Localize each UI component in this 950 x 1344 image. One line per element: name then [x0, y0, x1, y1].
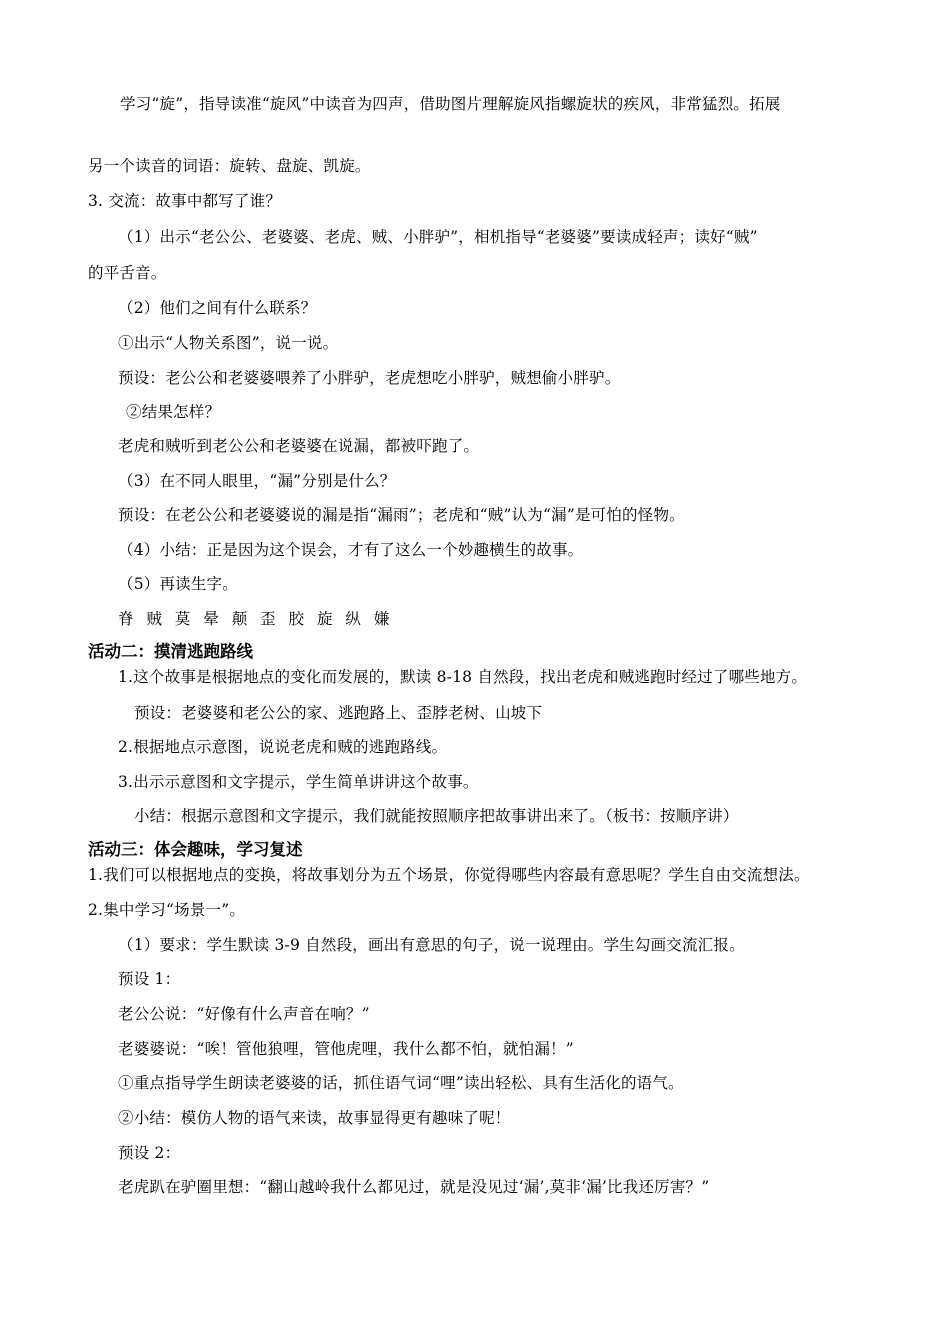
activity-2-summary: 小结：根据示意图和文字提示，我们就能按照顺序把故事讲出来了。（板书：按顺序讲） — [134, 807, 739, 825]
activity-3-quote-3: 老虎趴在驴圈里想：“翻山越岭我什么都见过，就是没见过‘漏’,莫非‘漏’比我还厉害？” — [118, 1178, 710, 1196]
discussion-item-3: 3. 交流：故事中都写了谁？ — [88, 192, 282, 210]
activity-3-preset-2: 预设 2： — [118, 1144, 181, 1162]
new-characters-list: 脊 贼 莫 晕 颠 歪 胶 旋 纵 嫌 — [118, 610, 394, 628]
activity-3-preset-1: 预设 1： — [118, 970, 181, 988]
activity-3-point-1: ①重点指导学生朗读老婆婆的话，抓住语气词“哩”读出轻松、具有生活化的语气。 — [118, 1074, 684, 1092]
activity-3-quote-1: 老公公说：“好像有什么声音在响？” — [118, 1005, 370, 1023]
activity-3-item-2: 2.集中学习“场景一”。 — [88, 901, 246, 919]
activity-3-requirement: （1）要求：学生默读 3-9 自然段，画出有意思的句子，说一说理由。学生勾画交流汇报。 — [118, 936, 745, 954]
activity-2-item-1-preset: 预设：老婆婆和老公公的家、逃跑路上、歪脖老树、山坡下 — [134, 704, 543, 722]
sub-item-1-line-1: （1）出示“老公公、老婆婆、老虎、贼、小胖驴”，相机指导“老婆婆”要读成轻声；读好“贼” — [118, 228, 758, 246]
activity-2-heading: 活动二：摸清逃跑路线 — [88, 642, 253, 661]
activity-3-item-1: 1.我们可以根据地点的变换，将故事划分为五个场景，你觉得哪些内容最有意思呢？学生自由交流想法。 — [88, 866, 810, 884]
sub-item-3-preset: 预设：在老公公和老婆婆说的漏是指“漏雨”；老虎和“贼”认为“漏”是可怕的怪物。 — [118, 506, 685, 524]
sub-item-2-a-preset: 预设：老公公和老婆婆喂养了小胖驴，老虎想吃小胖驴，贼想偷小胖驴。 — [118, 369, 621, 387]
intro-paragraph-line-2: 另一个读音的词语：旋转、盘旋、凯旋。 — [88, 157, 371, 175]
activity-2-item-1: 1.这个故事是根据地点的变化而发展的，默读 8-18 自然段，找出老虎和贼逃跑时经过了哪些地方。 — [118, 668, 808, 686]
sub-item-2: （2）他们之间有什么联系？ — [118, 299, 317, 317]
sub-item-2-a: ①出示“人物关系图”，说一说。 — [118, 334, 339, 352]
activity-3-quote-2: 老婆婆说：“唉！管他狼哩，管他虎哩，我什么都不怕，就怕漏！” — [118, 1040, 574, 1058]
activity-3-heading: 活动三：体会趣味，学习复述 — [88, 840, 303, 859]
sub-item-3: （3）在不同人眼里，“漏”分别是什么？ — [118, 472, 396, 490]
sub-item-2-b: ②结果怎样？ — [126, 403, 221, 421]
activity-2-item-3: 3.出示示意图和文字提示，学生简单讲讲这个故事。 — [118, 773, 479, 791]
activity-3-point-2: ②小结：模仿人物的语气来读，故事显得更有趣味了呢！ — [118, 1109, 511, 1127]
sub-item-5: （5）再读生字。 — [118, 575, 238, 593]
sub-item-2-b-answer: 老虎和贼听到老公公和老婆婆在说漏，都被吓跑了。 — [118, 437, 480, 455]
sub-item-1-line-2: 的平舌音。 — [88, 264, 167, 282]
intro-paragraph-line-1: 学习“旋”，指导读准“旋风”中读音为四声，借助图片理解旋风指螺旋状的疾风，非常猛烈。拓展 — [120, 95, 781, 113]
activity-2-item-2: 2.根据地点示意图，说说老虎和贼的逃跑路线。 — [118, 738, 448, 756]
sub-item-4: （4）小结：正是因为这个误会，才有了这么一个妙趣横生的故事。 — [118, 541, 584, 559]
